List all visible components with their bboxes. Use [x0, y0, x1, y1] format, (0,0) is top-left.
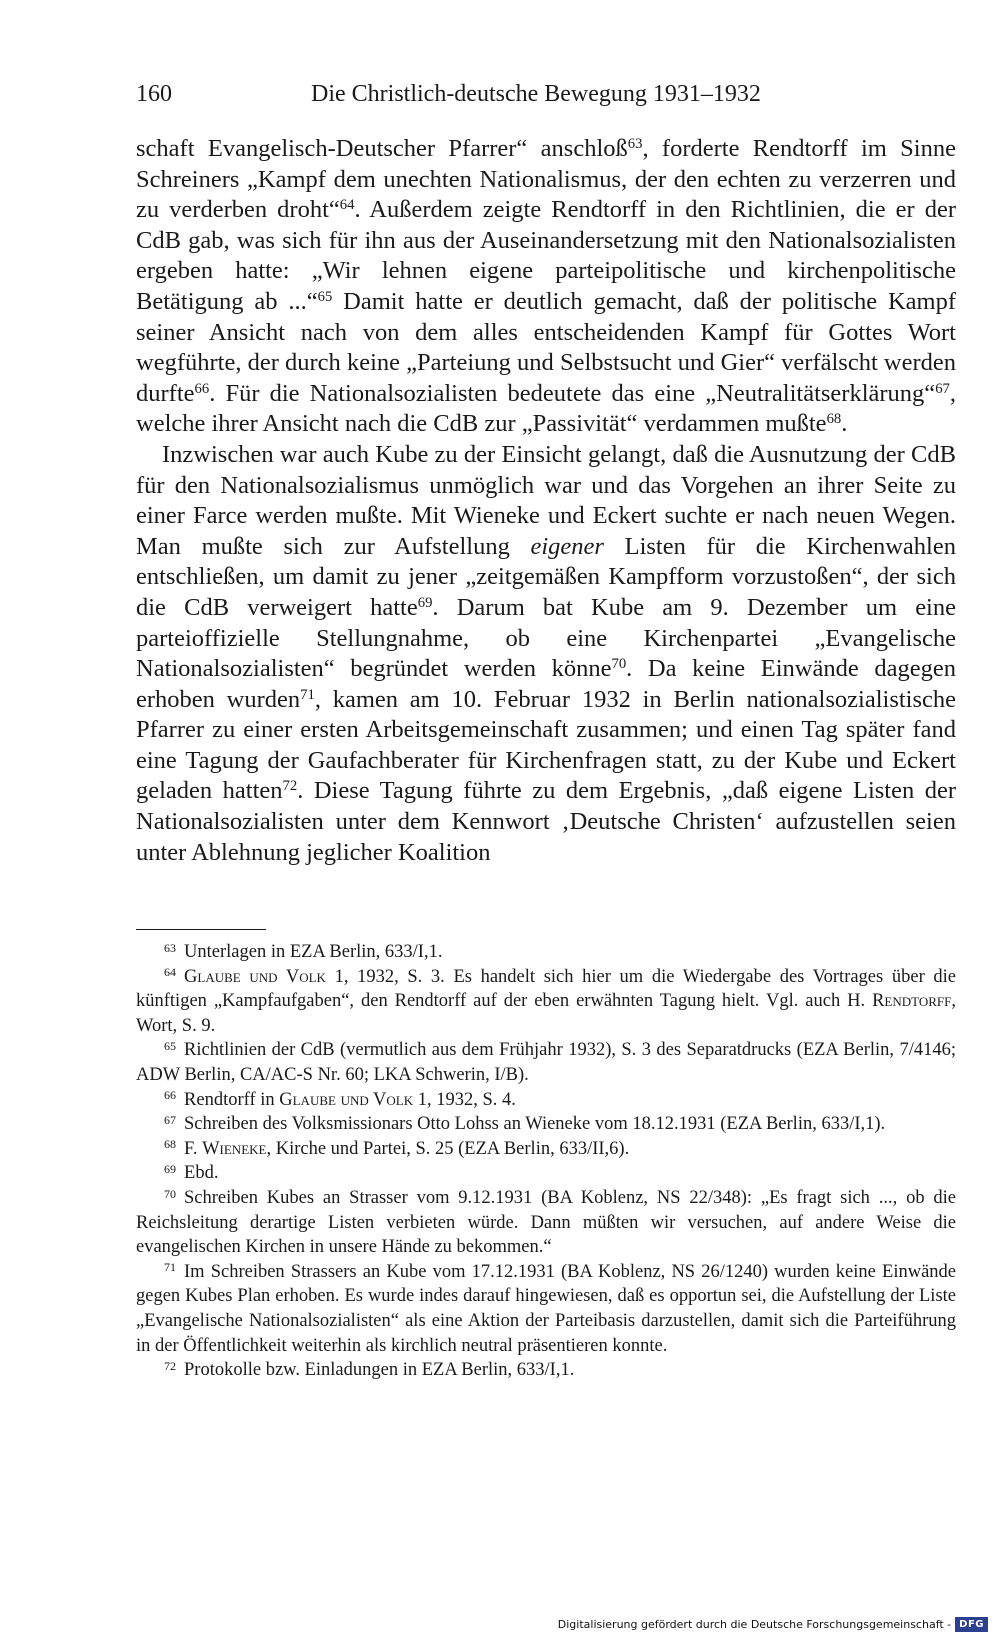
footnote-67 [136, 1112, 956, 1137]
footnote-text: Richtlinien der CdB (vermutlich aus dem Frühjahr 1932), S. 3 des Separatdrucks (EZA Berlin, 7/4146; ADW Berlin, CA/AC-S Nr. 60; LKA Schwerin, I/B). [136, 1040, 956, 1085]
footnote-number: 63 [164, 940, 177, 955]
author-name: Wieneke [202, 1138, 267, 1159]
dfg-logo: DFG [955, 1617, 988, 1632]
footnote-ref: 64 [339, 197, 355, 214]
footnote-text: Schreiben des Volksmissionars Otto Lohss an Wieneke vom 18.12.1931 (EZA Berlin, 633/I,1). [184, 1114, 886, 1135]
footnote-69 [136, 1161, 956, 1186]
footnote-number: 67 [164, 1112, 177, 1127]
footnote-number: 70 [164, 1186, 177, 1201]
text-span: schaft Evangelisch-Deutscher Pfarrer“ anschloß [136, 135, 628, 162]
footnote-divider [136, 929, 266, 930]
footnote-number: 65 [164, 1038, 177, 1053]
main-text [136, 134, 956, 868]
source-title: Glaube und Volk [184, 966, 326, 987]
footnote-63 [136, 940, 956, 965]
text-span: . Diese Tagung führte zu dem Ergebnis, „daß eigene Listen der Nationalsozialisten unter dem Kennwort ‚Deutsche Christen‘ aufzustellen seien unter Ablehnung jeglicher Koalition [136, 777, 957, 866]
text-span: . Da keine Einwände dagegen erhoben wurden [136, 655, 956, 713]
footnote-number: 68 [164, 1137, 177, 1152]
footnote-ref: 71 [300, 686, 315, 703]
footnote-65 [136, 1038, 956, 1087]
footnote-text: F. [184, 1138, 203, 1159]
footnote-text: 1, 1932, S. 3. Es handelt sich hier um die Wiedergabe des Vortrages über die künftigen „Kampfaufgaben“, den Rendtorff auf der eben erwähnten Tagung hielt. Vgl. auch H. [136, 966, 956, 1012]
footnote-text: Im Schreiben Strassers an Kube vom 17.12.1931 (BA Koblenz, NS 26/1240) wurden keine Einwände gegen Kubes Plan erhoben. Es wurde indes darauf hingewiesen, daß es opportun sei, die Aufstellung der Liste „Evangelische Nationalsozialisten“ als eine Aktion der Parteibasis darzustellen, damit sich die Parteiführung in der Öffentlichkeit weiterhin als kirchlich neutral präsentieren konnte. [136, 1261, 956, 1356]
footnote-ref: 67 [935, 380, 950, 397]
footnote-71 [136, 1260, 956, 1358]
footnote-68 [136, 1137, 956, 1162]
text-span: , kamen am 10. Februar 1932 in Berlin nationalsozialistische Pfarrer zu einer ersten Arbeitsgemeinschaft zusammen; und einen Tag später fand eine Tagung der Gaufachberater für Kirchenfragen statt, zu der Kube und Eckert geladen hatten [136, 685, 956, 805]
text-span: Damit hatte er deutlich gemacht, daß der politische Kampf seiner Ansicht nach von dem alles entscheidenden Kampf für Gottes Wort wegführte, der durch keine „Parteiung und Selbstsucht und Gier“ verfälscht werden durfte [136, 287, 956, 407]
footnote-number: 72 [164, 1358, 177, 1373]
footnote-text: Protokolle bzw. Einladungen in EZA Berlin, 633/I,1. [184, 1360, 575, 1381]
footnote-72 [136, 1358, 956, 1383]
running-title: Die Christlich-deutsche Bewegung 1931–1932 [311, 81, 761, 107]
footnote-number: 66 [164, 1088, 177, 1103]
footnote-ref: 68 [826, 411, 842, 428]
footnote-text: Rendtorff in [184, 1089, 280, 1110]
footnote-64 [136, 965, 956, 1039]
page-number: 160 [136, 81, 172, 107]
text-span: . [841, 410, 848, 438]
paragraph-2 [136, 440, 956, 868]
text-span: Inzwischen war auch Kube zu der Einsicht gelangt, daß die Ausnutzung der CdB für den Nationalsozialismus unmöglich war und das Vorgehen an ihrer Seite zu einer Farce werden mußte. Mit Wieneke und Eckert suchte er nach neuen Wegen. Man mußte sich zur Aufstellung [136, 440, 956, 560]
footnotes [136, 940, 956, 1383]
footnote-text: , Wort, S. 9. [136, 991, 956, 1036]
footnote-number: 64 [164, 965, 177, 980]
digitization-footer [558, 1613, 988, 1635]
footnote-ref: 69 [417, 594, 433, 611]
text-span: , welche ihrer Ansicht nach die CdB zur „Passivität“ verdammen mußte [136, 379, 956, 438]
footnote-text: Ebd. [184, 1163, 219, 1184]
text-span: . Für die Nationalsozialisten bedeutete das eine „Neutralitätserklärung“ [209, 379, 936, 407]
footnote-text: , Kirche und Partei, S. 25 (EZA Berlin, 633/II,6). [266, 1138, 630, 1159]
emphasis: eigener [530, 532, 604, 560]
footnote-ref: 72 [282, 778, 298, 795]
footnote-number: 69 [164, 1161, 177, 1176]
footnote-66 [136, 1088, 956, 1113]
text-span: Listen für die Kirchenwahlen entschließen, um damit zu jener „zeitgemäßen Kampfform vorzustoßen“, der sich die CdB verweigert hatte [136, 532, 956, 621]
source-title: Glaube und Volk [279, 1089, 414, 1110]
paragraph-1 [136, 134, 956, 440]
running-head [136, 74, 956, 114]
author-name: Rendtorff [872, 991, 952, 1012]
footnote-number: 71 [164, 1260, 177, 1275]
footnote-text: Unterlagen in EZA Berlin, 633/I,1. [184, 942, 443, 962]
footnote-70 [136, 1186, 956, 1260]
footnote-text: 1, 1932, S. 4. [413, 1089, 516, 1110]
footnote-ref: 66 [194, 380, 210, 397]
text-span: . Darum bat Kube am 9. Dezember um eine parteioffizielle Stellungnahme, ob eine Kirchenpartei „Evangelische Nationalsozialisten“ begründet werden könne [136, 593, 956, 683]
footnote-text: Schreiben Kubes an Strasser vom 9.12.1931 (BA Koblenz, NS 22/348): „Es fragt sich ..., ob die Reichsleitung derartige Listen verbieten würde. Dann müßten wir versuchen, auf andere Weise die evangelischen Kirchen in unsere Hände zu bekommen.“ [136, 1187, 956, 1258]
footnote-ref: 70 [611, 656, 627, 673]
text-span: , forderte Rendtorff im Sinne Schreiners „Kampf dem unechten Nationalismus, der den echten zu verzerren und zu verderben droht“ [136, 135, 956, 224]
footnote-ref: 65 [317, 288, 333, 305]
footnote-ref: 63 [627, 135, 643, 152]
text-span: . Außerdem zeigte Rendtorff in den Richtlinien, die er der CdB gab, was sich für ihn aus der Auseinandersetzung mit den Nationalsozialisten ergeben hatte: „Wir lehnen eigene parteipolitische und kirchenpolitische Betätigung ab ...“ [136, 196, 956, 315]
digitization-note: Digitalisierung gefördert durch die Deutsche Forschungsgemeinschaft - [557, 1617, 952, 1631]
